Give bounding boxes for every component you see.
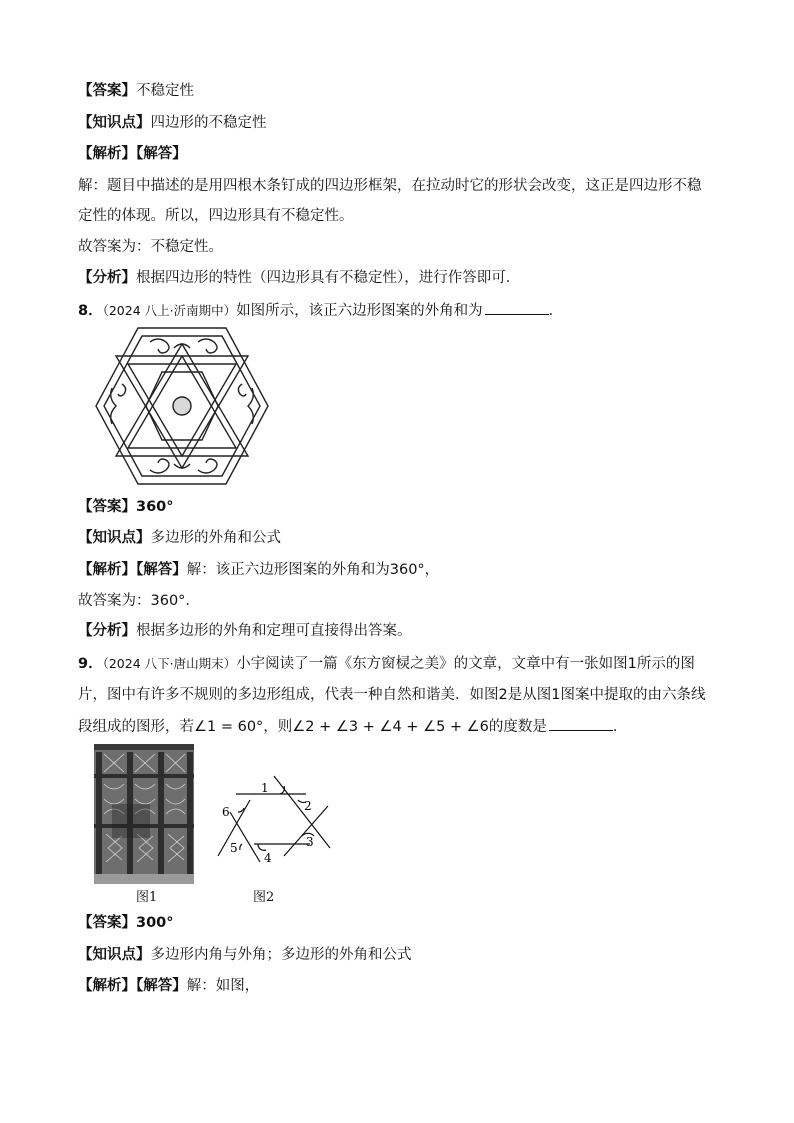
q9-stem-line1	[78, 654, 724, 674]
answer-text: 不稳定性	[136, 83, 194, 99]
q7-fenxi-line	[78, 268, 724, 288]
center-circle	[173, 397, 191, 415]
fig2-caption: 图2	[253, 890, 275, 905]
knowledge-tag: 【知识点】	[78, 947, 151, 963]
solution-text: 解：如图，	[186, 978, 260, 994]
answer-blank	[549, 716, 613, 731]
knowledge-text: 多边形内角与外角；多边形的外角和公式	[150, 947, 412, 963]
stem-end: ．	[548, 303, 564, 319]
knowledge-text: 四边形的不稳定性	[150, 115, 267, 131]
question-text: 小宇阅读了一篇《东方窗棂之美》的文章，文章中有一张如图1所示的图	[236, 656, 695, 672]
answer-text: 360°	[136, 499, 174, 515]
q7-knowledge-line	[78, 113, 724, 133]
question-text: 如图所示，该正六边形图案的外角和为	[236, 303, 483, 319]
stem-end: ．	[612, 719, 628, 735]
fenxi-text: 根据四边形的特性（四边形具有不稳定性），进行作答即可．	[136, 270, 521, 286]
knowledge-tag: 【知识点】	[78, 115, 151, 131]
fenxi-tag: 【分析】	[78, 270, 136, 286]
q7-answer-line	[78, 81, 724, 101]
fig1-caption: 图1	[136, 890, 158, 905]
q9-answer-line	[78, 913, 724, 933]
q9-analysis-line	[78, 976, 724, 996]
angle-label-5: 5	[230, 841, 238, 855]
angle-label-6: 6	[222, 805, 230, 819]
solution-tag: 【解答】	[136, 562, 187, 578]
segment-upper-right	[274, 776, 330, 848]
knowledge-text: 多边形的外角和公式	[150, 530, 281, 546]
analysis-tag: 【解析】	[78, 146, 136, 162]
q7-analysis-line	[78, 144, 724, 164]
q7-conclusion: 故答案为：不稳定性。	[78, 239, 223, 255]
fenxi-text: 根据多边形的外角和定理可直接得出答案。	[136, 623, 412, 639]
angle-label-4: 4	[264, 851, 272, 865]
question-source: （2024 八上·沂南期中）	[102, 303, 237, 318]
answer-blank	[485, 300, 549, 315]
six-segment-angle-figure	[210, 770, 338, 882]
answer-tag: 【答案】	[78, 83, 136, 99]
q7-solution-line1: 解：题目中描述的是用四根木条钉成的四边形框架，在拉动时它的形状会改变，这正是四边形不稳	[78, 178, 702, 194]
q8-answer-line	[78, 497, 724, 517]
q7-solution-line2: 定性的体现。所以，四边形具有不稳定性。	[78, 208, 354, 224]
answer-tag: 【答案】	[78, 915, 136, 931]
answer-tag: 【答案】	[78, 499, 136, 515]
angle-label-1: 1	[261, 781, 269, 795]
angle-label-3: 3	[306, 835, 314, 849]
question-text: 段组成的图形，若∠1 = 60°，则∠2 + ∠3 + ∠4 + ∠5 + ∠6的度数是	[78, 719, 547, 735]
solution-text: 解：该正六边形图案的外角和为360°，	[186, 562, 440, 578]
analysis-tag: 【解析】	[78, 978, 136, 994]
q8-stem	[78, 300, 724, 321]
q9-stem-line2: 片，图中有许多不规则的多边形组成，代表一种自然和谐美．如图2是从图1图案中提取的由六条线	[78, 687, 706, 703]
knowledge-tag: 【知识点】	[78, 530, 151, 546]
solution-tag: 【解答】	[136, 146, 187, 162]
angle-label-2: 2	[304, 799, 312, 813]
q9-knowledge-line	[78, 945, 724, 965]
analysis-tag: 【解析】	[78, 562, 136, 578]
q8-analysis-line	[78, 560, 724, 580]
fenxi-tag: 【分析】	[78, 623, 136, 639]
question-source: （2024 八下·唐山期末）	[102, 656, 237, 671]
q8-knowledge-line	[78, 528, 724, 548]
question-number: 8．	[78, 303, 103, 319]
q8-fenxi-line	[78, 621, 724, 641]
question-number: 9．	[78, 656, 103, 672]
q9-stem-line3	[78, 716, 724, 737]
solution-tag: 【解答】	[136, 978, 187, 994]
window-lattice-photo	[94, 744, 194, 884]
angle-arc-5	[240, 844, 242, 850]
q8-conclusion: 故答案为：360°．	[78, 593, 200, 609]
angle-arc-4	[258, 844, 266, 850]
hexagon-pattern-figure	[94, 326, 270, 486]
answer-text: 300°	[136, 915, 174, 931]
